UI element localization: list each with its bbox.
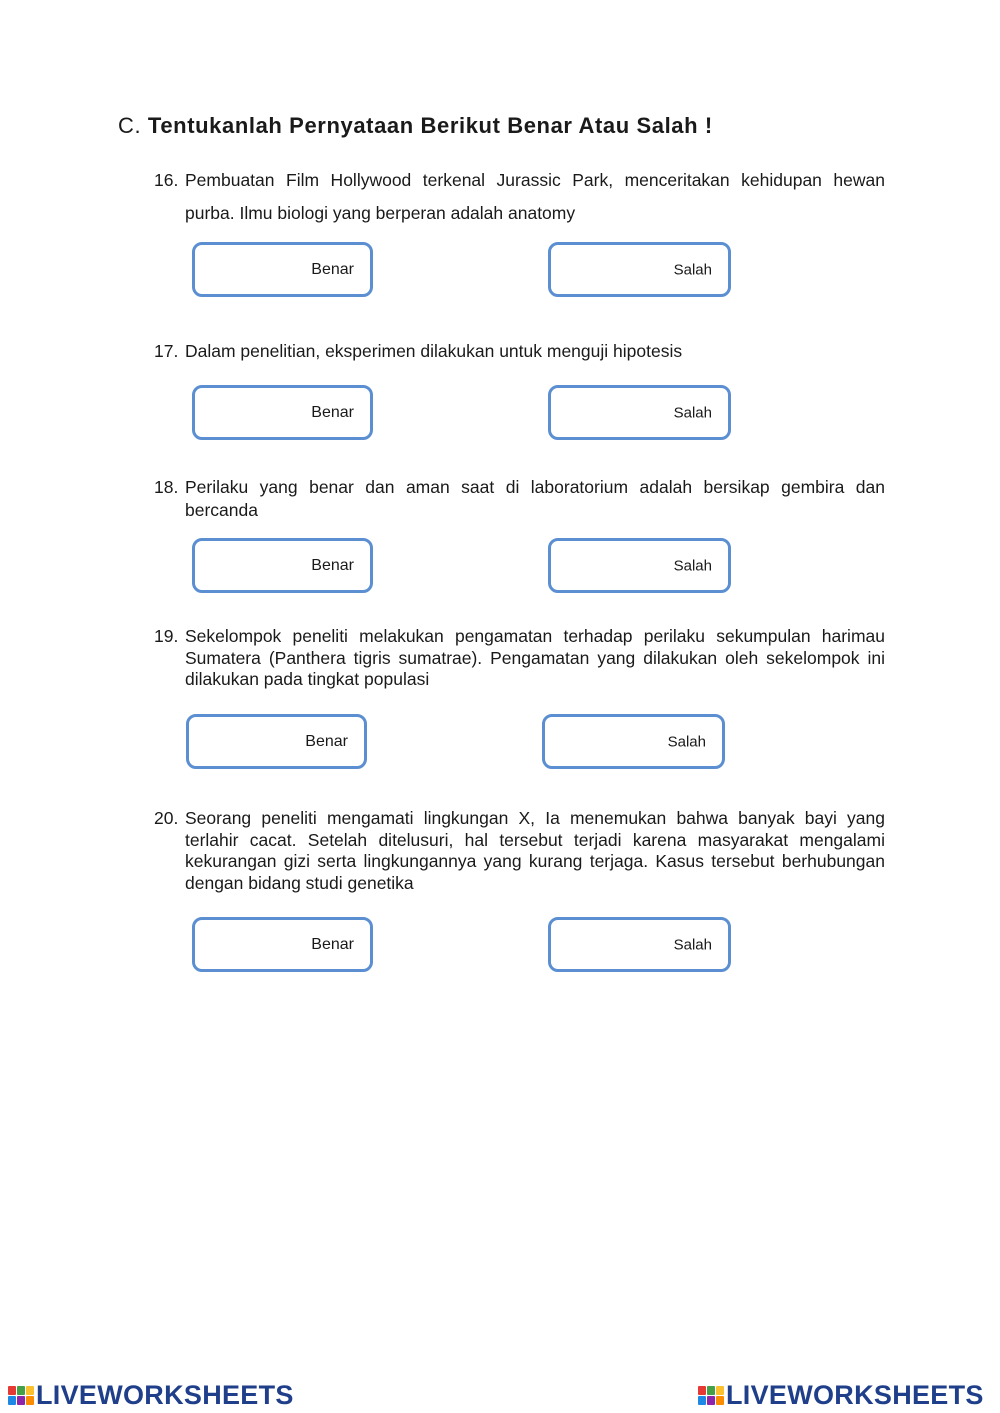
question-16: [154, 164, 885, 230]
benar-button[interactable]: [192, 917, 373, 972]
question-number: 20.: [154, 808, 179, 828]
benar-button[interactable]: [192, 242, 373, 297]
benar-label: Benar: [311, 403, 354, 421]
benar-label: Benar: [311, 935, 354, 953]
section-heading: Tentukanlah Pernyataan Berikut Benar Atau Salah !: [147, 113, 713, 138]
salah-label: Salah: [673, 557, 712, 574]
brand-wordmark: LIVEWORKSHEETS: [36, 1379, 294, 1410]
question-text: Sekelompok peneliti melakukan pengamatan terhadap perilaku sekumpulan harimau Sumatera (Panthera tigris sumatrae). Pengamatan yang dilakukan oleh sekelompok ini dilakukan pada tingkat populasi: [185, 626, 885, 689]
question-text: Seorang peneliti mengamati lingkungan X, Ia menemukan bahwa banyak bayi yang terlahir cacat. Setelah ditelusuri, hal tersebut terjadi karena masyarakat mengalami kekurangan gizi serta lingkungannya yang kurang terjaga. Kasus tersebut berhubungan dengan bidang studi genetika: [185, 808, 885, 893]
question-19: [154, 626, 885, 691]
question-17: [154, 340, 885, 362]
question-20: [154, 808, 885, 894]
benar-button[interactable]: [192, 538, 373, 593]
question-text: Perilaku yang benar dan aman saat di laboratorium adalah bersikap gembira dan bercanda: [185, 477, 885, 520]
question-number: 16.: [154, 170, 179, 190]
benar-label: Benar: [305, 732, 348, 750]
benar-label: Benar: [311, 556, 354, 574]
salah-button[interactable]: [548, 385, 731, 440]
question-18: [154, 476, 885, 522]
salah-label: Salah: [667, 733, 706, 750]
section-title: [118, 113, 713, 139]
salah-button[interactable]: [548, 538, 731, 593]
question-text: Pembuatan Film Hollywood terkenal Jurassic Park, menceritakan kehidupan hewan purba. Ilmu biologi yang berperan adalah anatomy: [185, 170, 885, 223]
salah-button[interactable]: [548, 242, 731, 297]
brand-wordmark: LIVEWORKSHEETS: [726, 1379, 984, 1410]
question-text: Dalam penelitian, eksperimen dilakukan untuk menguji hipotesis: [185, 341, 683, 361]
liveworksheets-logo-left: [8, 1378, 294, 1412]
salah-button[interactable]: [548, 917, 731, 972]
salah-button[interactable]: [542, 714, 725, 769]
question-number: 17.: [154, 341, 179, 361]
logo-blocks-icon: [698, 1386, 724, 1405]
section-letter: C.: [118, 113, 142, 138]
question-number: 18.: [154, 477, 179, 497]
liveworksheets-logo-right: [698, 1378, 984, 1412]
salah-label: Salah: [673, 404, 712, 421]
logo-blocks-icon: [8, 1386, 34, 1405]
salah-label: Salah: [673, 261, 712, 278]
benar-button[interactable]: [192, 385, 373, 440]
benar-label: Benar: [311, 260, 354, 278]
salah-label: Salah: [673, 936, 712, 953]
question-number: 19.: [154, 626, 179, 646]
benar-button[interactable]: [186, 714, 367, 769]
